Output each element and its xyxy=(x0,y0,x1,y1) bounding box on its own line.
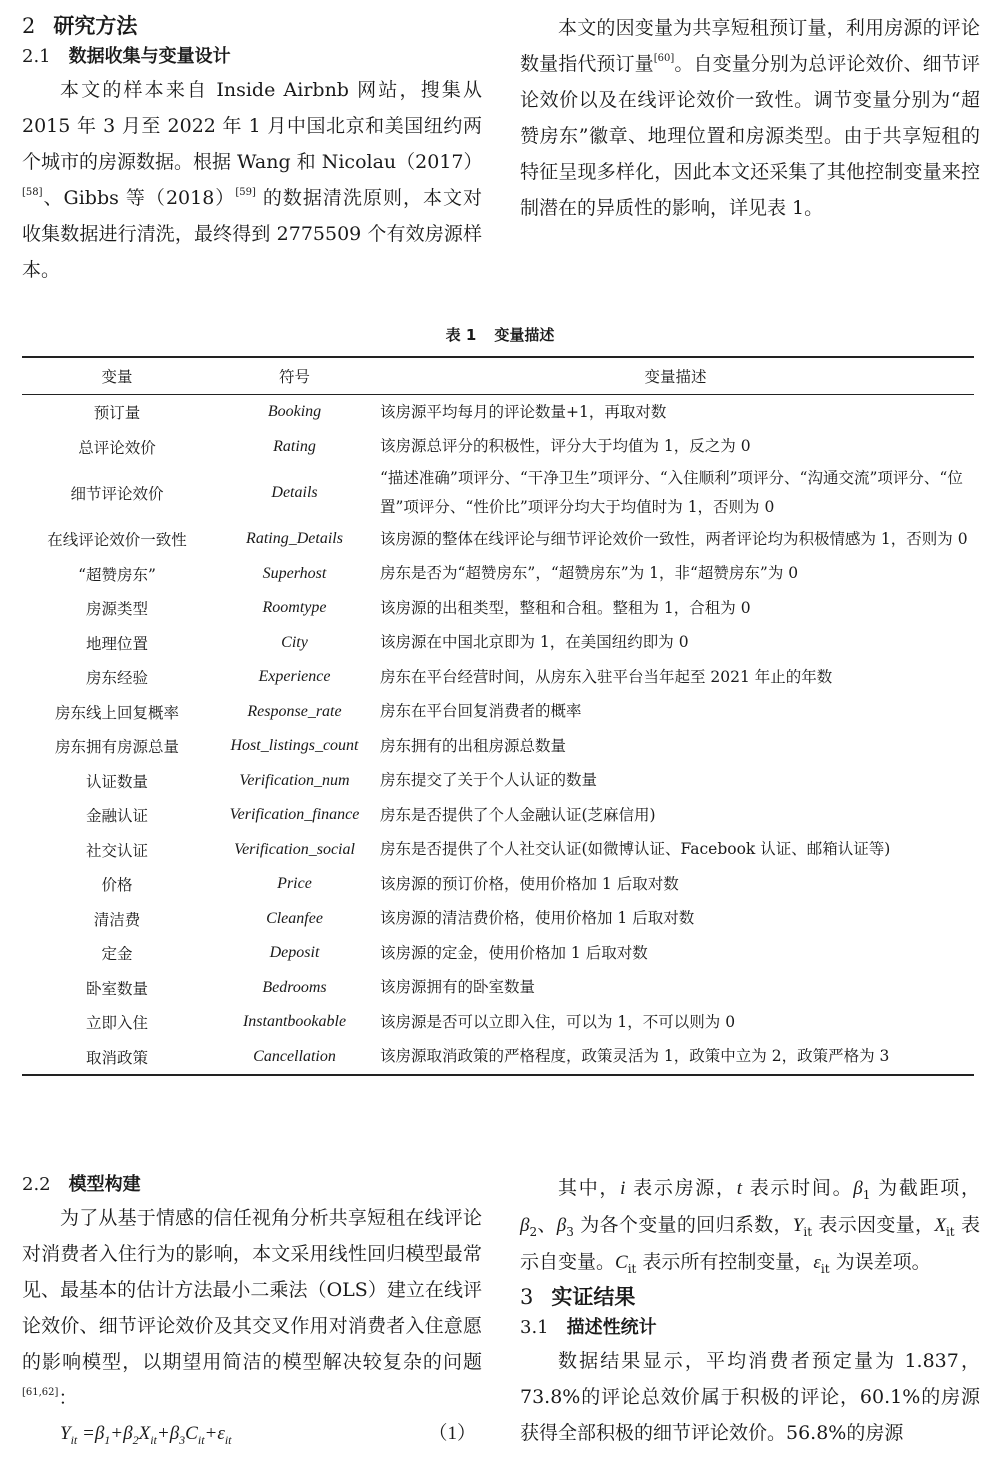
table-row xyxy=(22,395,974,430)
variable-name-cell: 细节评论效价 xyxy=(70,485,164,503)
variable-symbol-cell: Response_rate xyxy=(247,702,342,720)
variable-description-cell: 该房源的定金，使用价格加 1 后取对数 xyxy=(380,943,648,962)
table-row xyxy=(22,902,974,937)
variable-description-cell: 该房源的清洁费价格，使用价格加 1 后取对数 xyxy=(380,909,695,928)
variable-description-cell: 该房源拥有的卧室数量 xyxy=(380,978,536,997)
variable-description-cell: 房东是否为“超赞房东”，“超赞房东”为 1，非“超赞房东”为 0 xyxy=(380,564,799,583)
right-column-top xyxy=(520,10,980,226)
variable-symbol-cell: Roomtype xyxy=(262,599,327,617)
subsection-3-1-heading: 3.1 描述性统计 xyxy=(520,1317,657,1338)
subsection-2-2-heading: 2.2 模型构建 xyxy=(22,1174,141,1195)
variable-name-cell: 取消政策 xyxy=(22,1040,212,1076)
table-row xyxy=(22,522,974,557)
variable-symbol-cell: Details xyxy=(271,484,318,501)
variable-name-cell: 地理位置 xyxy=(85,634,148,653)
left-column-top xyxy=(22,10,482,288)
header-description: 变量描述 xyxy=(377,357,974,395)
table-caption: 表 1 变量描述 xyxy=(445,326,555,344)
variable-description-cell: 房东提交了关于个人认证的数量 xyxy=(380,771,598,790)
variable-symbol-cell: City xyxy=(281,633,308,651)
variable-name-cell: 预订量 xyxy=(93,404,141,423)
table-row xyxy=(22,867,974,902)
variable-name-cell: 清洁费 xyxy=(93,910,141,929)
citation[interactable]: [60] xyxy=(653,53,675,64)
table-row xyxy=(22,695,974,730)
variable-symbol-cell: Instantbookable xyxy=(242,1013,347,1031)
variable-symbol-cell: Cleanfee xyxy=(266,909,323,927)
table-row xyxy=(22,971,974,1006)
variable-symbol-cell: Verification_social xyxy=(234,840,355,858)
section-3-heading: 3 实证结果 xyxy=(520,1285,636,1309)
variable-name-cell: 房东拥有房源总量 xyxy=(54,738,179,757)
variable-symbol-cell: Experience xyxy=(258,668,331,686)
table-row xyxy=(22,764,974,799)
table-row xyxy=(22,591,974,626)
left-column-bottom xyxy=(22,1170,482,1452)
variable-design-paragraph: 本文的因变量为共享短租预订量，利用房源的评论数量指代预订量[60]。自变量分别为总评论效价、细节评论效价以及在线评论效价一致性。调节变量分别为“超赞房东”徽章、地理位置和房源类型。由于共享短租的特征呈现多样化，因此本文还采集了其他控制变量来控制潜在的异质性的影响，详见表 1。 xyxy=(520,17,980,219)
variable-symbol-cell: Superhost xyxy=(262,564,327,582)
equation-number: （1） xyxy=(428,1423,476,1444)
variable-description-cell: 房东拥有的出租房源总数量 xyxy=(380,736,567,755)
table-row xyxy=(22,557,974,592)
table-row xyxy=(22,833,974,868)
variable-symbol-cell: Price xyxy=(277,875,312,893)
variable-description-cell: “描述准确”项评分、“干净卫生”项评分、“入住顺利”项评分、“沟通交流”项评分、“位置”项评分、“性价比”项评分均大于均值时为 1，否则为 0 xyxy=(380,469,963,516)
table-header-row xyxy=(22,357,974,395)
variable-description-cell: 房东是否提供了个人社交认证(如微博认证、Facebook 认证、邮箱认证等) xyxy=(380,840,891,859)
variable-symbol-cell: Rating xyxy=(273,437,316,455)
table-row xyxy=(22,660,974,695)
table-row xyxy=(22,626,974,661)
variable-description-cell: 房东是否提供了个人金融认证(芝麻信用) xyxy=(380,805,656,824)
variable-symbol-cell: Verification_num xyxy=(239,771,350,789)
table-row xyxy=(22,464,974,522)
header-variable: 变量 xyxy=(22,357,212,395)
table-row xyxy=(22,1005,974,1040)
variable-name-cell: 认证数量 xyxy=(85,772,148,791)
variable-symbol-cell: Deposit xyxy=(269,944,320,962)
variable-name-cell: 卧室数量 xyxy=(85,979,148,998)
variable-name-cell: 房东经验 xyxy=(85,669,148,688)
variable-description-cell: 该房源的出租类型，整租和合租。整租为 1，合租为 0 xyxy=(380,598,751,617)
table-row xyxy=(22,729,974,764)
descriptive-stats-paragraph: 数据结果显示，平均消费者预定量为 1.837，73.8%的评论总效价属于积极的评论，60.1%的房源获得全部积极的细节评论效价。56.8%的房源 xyxy=(520,1350,980,1444)
variable-description-cell: 该房源的预订价格，使用价格加 1 后取对数 xyxy=(380,874,679,893)
variable-name-cell: “超赞房东” xyxy=(78,565,156,584)
table-row xyxy=(22,1040,974,1076)
variable-description-cell: 该房源总评分的积极性，评分大于均值为 1，反之为 0 xyxy=(380,437,751,456)
variable-symbol-cell: Cancellation xyxy=(212,1040,377,1076)
variable-description-cell: 该房源平均每月的评论数量+1，再取对数 xyxy=(380,402,667,421)
variable-symbol-cell: Bedrooms xyxy=(262,978,327,996)
citation[interactable]: [61,62] xyxy=(22,1387,59,1398)
variable-name-cell: 房源类型 xyxy=(85,600,148,619)
variable-symbol-cell: Booking xyxy=(267,403,322,421)
variable-description-cell: 房东在平台回复消费者的概率 xyxy=(380,702,582,721)
equation: $Y_{it} =\beta_1+\beta_2X_{it}+\beta_3C_{it}+\varepsilon_{it}$ xyxy=(60,1423,232,1447)
variable-table xyxy=(22,356,974,1076)
variable-explanation-paragraph: 其中，i 表示房源，t 表示时间。$\beta_1$ 为截距项，$\beta_2$、$\beta_3$ 为各个变量的回归系数，$Y_{it}$ 表示因变量，$X_{it}$ 表示自变量。$C_{it}$ 表示所有控制变量，$\varepsilon_{it}$ 为误差项。 xyxy=(520,1177,981,1276)
citation[interactable]: [59] xyxy=(235,187,256,198)
variable-name-cell: 金融认证 xyxy=(85,807,148,826)
variable-symbol-cell: Rating_Details xyxy=(246,530,343,548)
variable-name-cell: 立即入住 xyxy=(85,1014,148,1033)
variable-name-cell: 定金 xyxy=(101,945,133,964)
regression-formula xyxy=(22,1416,482,1452)
subsection-2-1-heading: 2.1 数据收集与变量设计 xyxy=(22,46,231,67)
variable-symbol-cell: Verification_finance xyxy=(229,806,360,824)
data-collection-paragraph: 本文的样本来自 Inside Airbnb 网站，搜集从 2015 年 3 月至 2022 年 1 月中国北京和美国纽约两个城市的房源数据。根据 Wang 和 Nicolau（2017）[58]、Gibbs 等（2018）[59] 的数据清洗原则，本文对收集数据进行清洗，最终得到 2775509 个有效房源样本。 xyxy=(22,79,483,281)
table-row xyxy=(22,430,974,465)
section-2-heading: 2 研究方法 xyxy=(22,14,138,38)
model-paragraph: 为了从基于情感的信任视角分析共享短租在线评论对消费者入住行为的影响，本文采用线性回归模型最常见、最基本的估计方法最小二乘法（OLS）建立在线评论效价、细节评论效价及其交叉作用对消费者入住意愿的影响模型，以期望用简洁的模型解决较复杂的问题[61,62]： xyxy=(22,1207,482,1409)
variable-description-cell: 该房源的整体在线评论与细节评论效价一致性，两者评论均为积极情感为 1，否则为 0 xyxy=(380,529,968,548)
citation[interactable]: [58] xyxy=(22,187,43,198)
variable-description-cell: 该房源在中国北京即为 1，在美国纽约即为 0 xyxy=(380,633,689,652)
right-column-bottom xyxy=(520,1170,980,1451)
variable-description-cell: 该房源是否可以立即入住，可以为 1，不可以则为 0 xyxy=(380,1012,736,1031)
variable-name-cell: 总评论效价 xyxy=(78,438,156,457)
variable-name-cell: 房东线上回复概率 xyxy=(54,703,179,722)
header-symbol: 符号 xyxy=(212,357,377,395)
variable-name-cell: 在线评论效价一致性 xyxy=(47,531,187,550)
variable-name-cell: 社交认证 xyxy=(85,841,148,860)
variable-description-cell: 房东在平台经营时间，从房东入驻平台当年起至 2021 年止的年数 xyxy=(380,667,833,686)
table-row xyxy=(22,798,974,833)
table-row xyxy=(22,936,974,971)
variable-name-cell: 价格 xyxy=(101,876,133,895)
variable-description-cell: 该房源取消政策的严格程度，政策灵活为 1，政策中立为 2，政策严格为 3 xyxy=(377,1040,974,1076)
variable-symbol-cell: Host_listings_count xyxy=(230,737,359,755)
